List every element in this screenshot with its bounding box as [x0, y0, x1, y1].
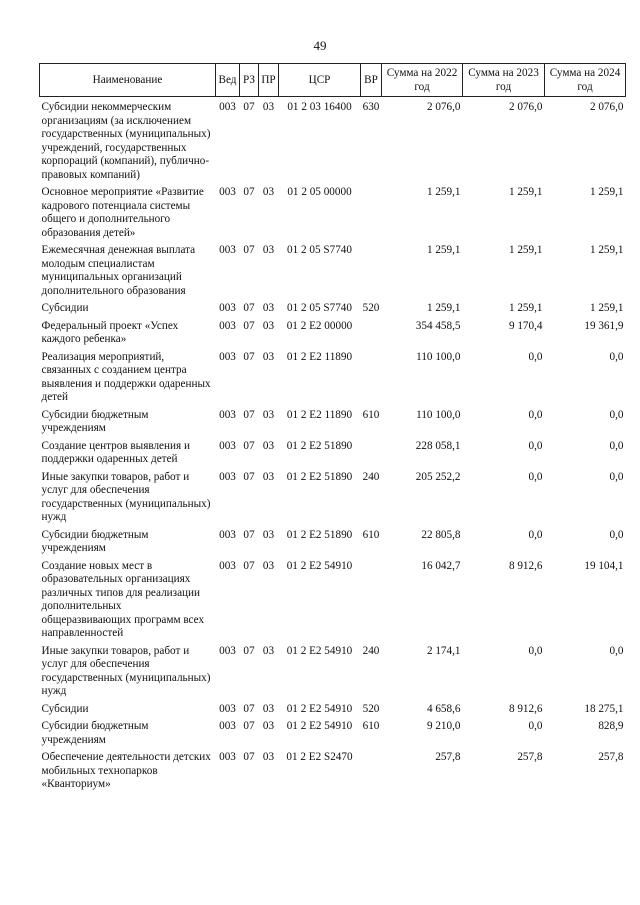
- cell-sum-2024: 1 259,1: [589, 186, 624, 198]
- cell-sum-2023: 0,0: [528, 720, 543, 732]
- cell-rz: 07: [243, 101, 255, 113]
- cell-csr: 01 2 05 S7740: [287, 244, 352, 256]
- cell-sum-2023: 8 912,6: [508, 702, 543, 715]
- cell-name: Субсидии бюджетным учреждениям: [41, 408, 149, 434]
- cell-sum-2023: 0,0: [528, 470, 543, 483]
- cell-rz: 07: [243, 720, 255, 732]
- cell-pr: 03: [262, 186, 275, 198]
- cell-sum-2024: 0,0: [609, 439, 624, 452]
- cell-csr: 01 2 E2 51890: [286, 439, 353, 452]
- cell-sum-2023: 1 259,1: [508, 302, 543, 314]
- cell-vr: 630: [362, 101, 380, 113]
- table-row: [40, 351, 626, 405]
- cell-ved: 003: [219, 319, 236, 332]
- cell-csr: 01 2 E2 54910: [286, 702, 353, 715]
- cell-sum-2024: 828,9: [598, 720, 624, 732]
- cell-sum-2024: 19 104,1: [584, 559, 624, 572]
- cell-pr: 03: [262, 101, 275, 113]
- header-sum-2023: Сумма на 2023 год: [463, 64, 545, 97]
- table-row: [40, 320, 626, 347]
- cell-csr: 01 2 E2 11890: [286, 408, 353, 421]
- cell-ved: 003: [219, 244, 236, 256]
- cell-pr: 03: [262, 644, 275, 657]
- cell-name: Ежемесячная денежная выплата молодым специалистам муниципальных организаций дополнительного образования: [41, 244, 196, 297]
- cell-sum-2022: 16 042,7: [421, 559, 461, 572]
- cell-sum-2022: 22 805,8: [421, 528, 461, 541]
- cell-sum-2024: 18 275,1: [584, 702, 624, 715]
- cell-vr: 610: [362, 720, 380, 732]
- table-row: [40, 529, 626, 556]
- cell-rz: 07: [243, 644, 255, 657]
- cell-vr: [361, 440, 382, 467]
- cell-csr: 01 2 E2 54910: [286, 720, 353, 732]
- cell-csr: 01 2 E2 54910: [286, 559, 353, 572]
- cell-name: Субсидии бюджетным учреждениям: [41, 528, 149, 554]
- cell-sum-2022: 4 658,6: [426, 702, 461, 715]
- cell-pr: 03: [262, 559, 275, 572]
- cell-sum-2022: 110 100,0: [416, 350, 461, 363]
- cell-sum-2023: 0,0: [528, 528, 543, 541]
- cell-pr: 03: [262, 319, 275, 332]
- table-row: [40, 560, 626, 641]
- cell-sum-2024: 2 076,0: [589, 101, 624, 113]
- table-row: [40, 302, 626, 316]
- header-ved: Вед: [216, 64, 240, 97]
- cell-ved: 003: [219, 186, 236, 198]
- header-sum-2022: Сумма на 2022 год: [382, 64, 463, 97]
- table-row: [40, 186, 626, 240]
- cell-pr: 03: [262, 408, 275, 421]
- row-spacer: [40, 792, 626, 796]
- cell-ved: 003: [219, 702, 236, 715]
- cell-rz: 07: [243, 751, 255, 763]
- cell-pr: 03: [262, 702, 275, 715]
- cell-csr: 01 2 E2 51890: [286, 470, 353, 483]
- cell-rz: 07: [243, 350, 255, 363]
- cell-sum-2023: 8 912,6: [508, 559, 543, 572]
- cell-sum-2022: 1 259,1: [426, 186, 461, 198]
- cell-ved: 003: [219, 408, 236, 421]
- cell-sum-2023: 257,8: [517, 751, 543, 763]
- cell-name: Реализация мероприятий, связанных с созданием центра выявления и поддержки одаренных детей: [41, 350, 211, 403]
- table-header-row: [40, 64, 626, 97]
- cell-sum-2024: 1 259,1: [589, 302, 624, 314]
- cell-ved: 003: [219, 101, 236, 113]
- cell-pr: 03: [262, 470, 275, 483]
- cell-csr: 01 2 E2 00000: [286, 319, 353, 332]
- header-rz: РЗ: [240, 64, 259, 97]
- header-sum-2024: Сумма на 2024 год: [545, 64, 626, 97]
- cell-rz: 07: [243, 186, 255, 198]
- cell-sum-2023: 9 170,4: [508, 319, 543, 332]
- cell-name: Субсидии некоммерческим организациям (за исключением государственных (муниципальных) учреждений, государственных корпораций (компаний), публично-правовых компаний): [41, 101, 211, 181]
- cell-vr: [361, 186, 382, 240]
- cell-vr: 610: [362, 408, 380, 421]
- cell-rz: 07: [243, 702, 255, 715]
- cell-sum-2024: 0,0: [609, 408, 624, 421]
- cell-pr: 03: [262, 350, 275, 363]
- cell-sum-2023: 1 259,1: [508, 244, 543, 256]
- cell-vr: [361, 751, 382, 792]
- cell-rz: 07: [243, 559, 255, 572]
- header-name: Наименование: [40, 64, 216, 97]
- cell-ved: 003: [219, 644, 236, 657]
- cell-sum-2024: 257,8: [598, 751, 624, 763]
- table-row: [40, 720, 626, 747]
- cell-ved: 003: [219, 439, 236, 452]
- header-pr: ПР: [259, 64, 279, 97]
- cell-name: Создание центров выявления и поддержки одаренных детей: [41, 439, 190, 465]
- cell-sum-2022: 110 100,0: [416, 408, 461, 421]
- cell-pr: 03: [262, 439, 275, 452]
- table-row: [40, 101, 626, 182]
- cell-ved: 003: [219, 350, 236, 363]
- cell-sum-2022: 257,8: [435, 751, 461, 763]
- table-row: [40, 440, 626, 467]
- cell-sum-2023: 0,0: [528, 350, 543, 363]
- cell-rz: 07: [243, 408, 255, 421]
- cell-rz: 07: [243, 302, 255, 314]
- cell-name: Федеральный проект «Успех каждого ребенка»: [41, 319, 179, 345]
- cell-sum-2024: 0,0: [609, 644, 624, 657]
- cell-rz: 07: [243, 244, 255, 256]
- header-csr: ЦСР: [279, 64, 361, 97]
- table-row: [40, 645, 626, 699]
- cell-rz: 07: [243, 319, 255, 332]
- cell-sum-2023: 1 259,1: [508, 186, 543, 198]
- cell-sum-2024: 19 361,9: [584, 319, 624, 332]
- cell-sum-2024: 0,0: [609, 470, 624, 483]
- cell-rz: 07: [243, 470, 255, 483]
- cell-name: Субсидии бюджетным учреждениям: [41, 720, 149, 746]
- cell-pr: 03: [262, 720, 275, 732]
- cell-name: Субсидии: [41, 702, 89, 715]
- cell-ved: 003: [219, 720, 236, 732]
- cell-name: Создание новых мест в образовательных организациях различных типов для реализации дополнительных общеразвивающих программ всех направленностей: [41, 559, 205, 639]
- table-body: [40, 97, 626, 796]
- cell-ved: 003: [219, 470, 236, 483]
- cell-sum-2022: 1 259,1: [426, 244, 461, 256]
- cell-vr: 520: [362, 702, 380, 715]
- cell-csr: 01 2 05 S7740: [287, 302, 352, 314]
- cell-vr: [361, 244, 382, 298]
- cell-sum-2024: 1 259,1: [589, 244, 624, 256]
- table-row: [40, 751, 626, 792]
- page-number: 49: [313, 38, 327, 53]
- cell-rz: 07: [243, 439, 255, 452]
- cell-ved: 003: [219, 751, 236, 763]
- cell-sum-2023: 2 076,0: [508, 101, 543, 113]
- cell-name: Иные закупки товаров, работ и услуг для обеспечения государственных (муниципальных) нужд: [41, 644, 211, 697]
- cell-vr: [361, 320, 382, 347]
- cell-pr: 03: [262, 244, 275, 256]
- cell-sum-2024: 0,0: [609, 528, 624, 541]
- budget-table: [39, 63, 626, 796]
- cell-csr: 01 2 E2 11890: [286, 350, 353, 363]
- cell-sum-2023: 0,0: [528, 408, 543, 421]
- cell-name: Иные закупки товаров, работ и услуг для обеспечения государственных (муниципальных) нужд: [41, 470, 211, 523]
- cell-sum-2024: 0,0: [609, 350, 624, 363]
- cell-ved: 003: [219, 559, 236, 572]
- cell-sum-2022: 228 058,1: [415, 439, 461, 452]
- cell-sum-2022: 2 174,1: [426, 644, 461, 657]
- cell-sum-2022: 1 259,1: [426, 302, 461, 314]
- cell-vr: [361, 351, 382, 405]
- cell-name: Субсидии: [41, 302, 89, 314]
- cell-csr: 01 2 03 16400: [287, 101, 352, 113]
- cell-rz: 07: [243, 528, 255, 541]
- table-row: [40, 703, 626, 717]
- cell-vr: 610: [362, 528, 380, 541]
- cell-csr: 01 2 E2 54910: [286, 644, 353, 657]
- cell-sum-2022: 9 210,0: [426, 720, 461, 732]
- header-vr: ВР: [361, 64, 382, 97]
- cell-sum-2022: 2 076,0: [426, 101, 461, 113]
- cell-pr: 03: [262, 302, 275, 314]
- cell-pr: 03: [262, 751, 275, 763]
- cell-sum-2023: 0,0: [528, 644, 543, 657]
- table-row: [40, 409, 626, 436]
- cell-csr: 01 2 05 00000: [287, 186, 352, 198]
- cell-ved: 003: [219, 302, 236, 314]
- cell-sum-2023: 0,0: [528, 439, 543, 452]
- table-row: [40, 244, 626, 298]
- cell-vr: 520: [362, 302, 380, 314]
- cell-sum-2022: 354 458,5: [415, 319, 461, 332]
- cell-csr: 01 2 E2 51890: [286, 528, 353, 541]
- cell-vr: 240: [362, 470, 380, 483]
- cell-vr: 240: [362, 644, 380, 657]
- cell-pr: 03: [262, 528, 275, 541]
- cell-name: Обеспечение деятельности детских мобильных технопарков «Кванториум»: [41, 751, 211, 790]
- cell-sum-2022: 205 252,2: [415, 470, 461, 483]
- cell-ved: 003: [219, 528, 236, 541]
- cell-vr: [361, 560, 382, 641]
- cell-name: Основное мероприятие «Развитие кадрового потенциала системы общего и дополнительного образования детей»: [41, 186, 204, 239]
- cell-csr: 01 2 E2 S2470: [286, 751, 353, 763]
- table-row: [40, 471, 626, 525]
